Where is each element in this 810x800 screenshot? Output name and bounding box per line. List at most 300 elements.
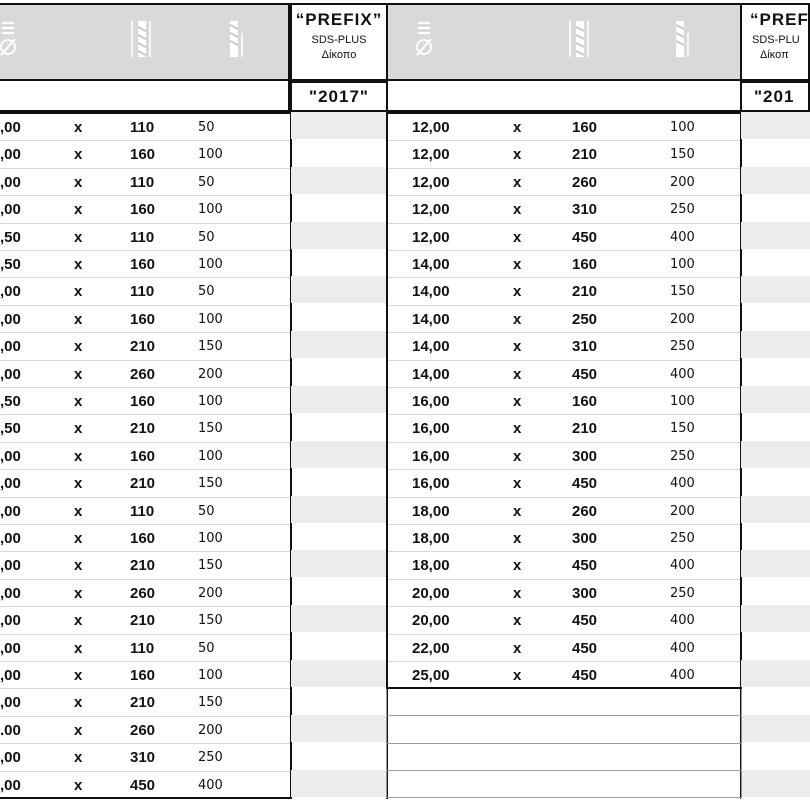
price-cell [741, 386, 810, 413]
times-cell: x [513, 310, 522, 328]
times-cell: x [513, 447, 522, 465]
table-row [388, 635, 740, 662]
table-row [0, 525, 290, 552]
length-cell: 210 [130, 694, 156, 712]
times-cell: x [74, 639, 83, 657]
length-cell: 450 [130, 776, 156, 794]
times-cell: x [513, 256, 522, 273]
working-length-cell: 150 [670, 284, 695, 300]
diameter-cell: 16,00 [412, 393, 450, 410]
times-cell: x [513, 475, 522, 493]
working-length-cell: 200 [198, 722, 223, 738]
times-cell: x [513, 173, 522, 191]
table-row [388, 580, 740, 607]
table-row [0, 552, 290, 579]
working-length-cell: 400 [198, 777, 223, 793]
table-row [0, 498, 290, 525]
working-length-cell: 200 [198, 366, 223, 382]
working-length-cell: 100 [198, 202, 223, 218]
table-row [0, 662, 290, 689]
price-cell [291, 276, 386, 303]
times-cell: x [74, 365, 83, 383]
length-cell: 160 [130, 393, 156, 410]
times-cell: x [74, 420, 83, 438]
working-length-cell: 200 [670, 311, 695, 327]
price-cell [741, 605, 810, 632]
table-row [388, 552, 740, 579]
times-cell: x [513, 119, 522, 136]
working-length-cell: 400 [670, 229, 695, 245]
diameter-cell: ,00 [0, 173, 21, 191]
length-cell: 160 [572, 119, 598, 136]
times-cell: x [74, 502, 83, 520]
working-length-cell: 100 [670, 257, 695, 272]
length-cell: 160 [130, 447, 156, 465]
price-cell [291, 386, 386, 413]
diameter-cell: 20,00 [412, 584, 450, 602]
price-cell [291, 222, 386, 249]
length-cell: 250 [572, 310, 598, 328]
table-row [388, 361, 740, 388]
working-length-cell: 400 [670, 366, 695, 382]
table-row [388, 169, 740, 196]
times-cell: x [513, 393, 522, 410]
diameter-cell: 20,00 [412, 612, 450, 630]
times-cell: x [74, 310, 83, 328]
working-length-cell: 250 [670, 531, 695, 546]
working-length-cell: 250 [198, 750, 223, 766]
right-subheader-blank [386, 81, 742, 112]
price-cell [741, 441, 810, 468]
right-header-bar [386, 3, 742, 81]
table-row [388, 443, 740, 470]
times-cell: x [513, 502, 522, 520]
diameter-cell: 14,00 [412, 338, 450, 356]
length-cell: 260 [572, 173, 598, 191]
times-cell: x [74, 173, 83, 191]
length-cell: 450 [572, 557, 598, 575]
table-row [0, 224, 290, 251]
times-cell: x [74, 146, 83, 164]
working-length-cell: 250 [670, 448, 695, 464]
times-cell: x [513, 201, 522, 219]
diameter-cell: ,00 [0, 146, 21, 164]
length-cell: 210 [130, 612, 156, 630]
diameter-cell: ,00 [0, 447, 21, 465]
price-cell [291, 523, 386, 550]
price-cell [291, 304, 386, 331]
price-cell [291, 359, 386, 386]
length-cell: 110 [130, 119, 155, 136]
empty-row-line [387, 743, 741, 744]
length-cell: 450 [572, 228, 598, 246]
length-cell: 110 [130, 228, 155, 246]
length-cell: 450 [572, 667, 598, 684]
times-cell: x [513, 420, 522, 438]
price-cell [291, 331, 386, 358]
length-cell: 110 [130, 283, 155, 301]
price-cell [291, 167, 386, 194]
price-cell [291, 468, 386, 495]
working-length-cell: 100 [198, 668, 223, 683]
price-cell [741, 249, 810, 276]
left-header-bar [0, 3, 290, 81]
times-cell: x [513, 667, 522, 684]
working-length-cell: 200 [670, 174, 695, 190]
diameter-cell: 16,00 [412, 447, 450, 465]
table-row [388, 607, 740, 634]
diameter-cell: 18,00 [412, 557, 450, 575]
times-cell: x [513, 584, 522, 602]
price-cell [741, 276, 810, 303]
price-cell [741, 770, 810, 797]
drill-total-length-icon [666, 19, 692, 59]
working-length-cell: 150 [198, 558, 223, 574]
length-cell: 160 [572, 393, 598, 410]
price-cell [741, 660, 810, 687]
times-cell: x [74, 557, 83, 575]
length-cell: 300 [572, 584, 598, 602]
working-length-cell: 100 [670, 394, 695, 409]
left-prefix-header [290, 3, 388, 81]
working-length-cell: 100 [198, 147, 223, 163]
right-year-label: "201 [740, 81, 810, 112]
working-length-cell: 150 [670, 421, 695, 437]
times-cell: x [513, 283, 522, 301]
working-length-cell: 50 [198, 284, 215, 300]
price-cell [741, 715, 810, 742]
diameter-cell: 12,00 [412, 173, 450, 191]
diameter-cell: ,00 [0, 694, 21, 712]
table-row [388, 415, 740, 442]
diameter-cell: 12,00 [412, 146, 450, 164]
price-cell [741, 167, 810, 194]
working-length-cell: 100 [670, 120, 695, 135]
table-row [0, 580, 290, 607]
price-cell [291, 496, 386, 523]
right-prefix-desc: Δίκοπ [760, 49, 789, 61]
drill-working-length-icon [128, 19, 154, 59]
price-cell [741, 468, 810, 495]
price-cell [741, 550, 810, 577]
price-cell [291, 633, 386, 660]
working-length-cell: 150 [670, 147, 695, 163]
price-cell [291, 742, 386, 769]
length-cell: 210 [130, 338, 156, 356]
diameter-cell: 12,00 [412, 228, 450, 246]
table-row [0, 306, 290, 333]
working-length-cell: 150 [198, 476, 223, 492]
price-cell [741, 496, 810, 523]
length-cell: 310 [130, 749, 156, 767]
length-cell: 450 [572, 475, 598, 493]
right-prefix-header [740, 3, 810, 81]
left-subheader-blank [0, 81, 290, 112]
working-length-cell: 200 [670, 503, 695, 519]
length-cell: 160 [130, 256, 156, 273]
diameter-cell: 12,00 [412, 119, 450, 136]
right-empty-rows [386, 689, 742, 798]
working-length-cell: 50 [198, 640, 215, 656]
table-row [388, 251, 740, 278]
left-size-list [0, 112, 292, 799]
price-cell [741, 523, 810, 550]
diameter-cell: ,50 [0, 420, 21, 438]
diameter-cell: 16,00 [412, 420, 450, 438]
diameter-cell: 25,00 [412, 667, 450, 684]
length-cell: 210 [572, 146, 598, 164]
length-cell: 160 [130, 667, 156, 684]
times-cell: x [74, 530, 83, 547]
working-length-cell: 250 [670, 585, 695, 601]
price-cell [741, 413, 810, 440]
length-cell: 210 [130, 420, 156, 438]
table-row [0, 689, 290, 716]
working-length-cell: 150 [198, 339, 223, 355]
diameter-cell: ,00 [0, 310, 21, 328]
working-length-cell: 400 [670, 558, 695, 574]
diameter-cell: ,00 [0, 776, 21, 794]
table-row [388, 498, 740, 525]
price-cell [291, 715, 386, 742]
diameter-cell: ,00 [0, 667, 21, 684]
price-cell [741, 742, 810, 769]
length-cell: 160 [130, 201, 156, 219]
table-row [0, 278, 290, 305]
working-length-cell: 50 [198, 229, 215, 245]
working-length-cell: 150 [198, 695, 223, 711]
price-cell [741, 304, 810, 331]
diameter-cell: ,50 [0, 228, 21, 246]
length-cell: 110 [130, 173, 155, 191]
working-length-cell: 150 [198, 421, 223, 437]
drill-diameter-icon [0, 19, 22, 59]
working-length-cell: 400 [670, 613, 695, 629]
working-length-cell: 250 [670, 339, 695, 355]
diameter-cell: 16,00 [412, 475, 450, 493]
table-row [0, 607, 290, 634]
price-cell [291, 550, 386, 577]
right-prefix-title: “PREF [750, 10, 809, 29]
table-row [0, 361, 290, 388]
working-length-cell: 400 [670, 668, 695, 683]
table-row [0, 169, 290, 196]
length-cell: 160 [130, 310, 156, 328]
left-price-column [290, 112, 388, 799]
length-cell: 260 [130, 721, 156, 739]
diameter-cell: ,00 [0, 530, 21, 547]
length-cell: 110 [130, 639, 155, 657]
working-length-cell: 100 [198, 394, 223, 409]
diameter-cell: ,00 [0, 557, 21, 575]
times-cell: x [513, 557, 522, 575]
price-cell [291, 578, 386, 605]
times-cell: x [513, 530, 522, 547]
price-cell [741, 222, 810, 249]
times-cell: x [74, 338, 83, 356]
diameter-cell: 12,00 [412, 201, 450, 219]
diameter-cell: ,00 [0, 201, 21, 219]
times-cell: x [513, 612, 522, 630]
length-cell: 210 [130, 557, 156, 575]
working-length-cell: 100 [198, 257, 223, 272]
times-cell: x [74, 721, 83, 739]
length-cell: 160 [572, 256, 598, 273]
price-cell [741, 633, 810, 660]
times-cell: x [74, 256, 83, 273]
left-prefix-title: “PREFIX” [295, 10, 383, 29]
price-cell [741, 112, 810, 139]
length-cell: 450 [572, 612, 598, 630]
diameter-cell: ,00 [0, 502, 21, 520]
diameter-cell: ,00 [0, 338, 21, 356]
diameter-cell: 14,00 [412, 283, 450, 301]
times-cell: x [74, 749, 83, 767]
table-row [0, 141, 290, 168]
working-length-cell: 100 [198, 448, 223, 464]
price-cell [291, 770, 386, 797]
times-cell: x [74, 612, 83, 630]
table-row [0, 415, 290, 442]
length-cell: 210 [572, 420, 598, 438]
table-row [0, 251, 290, 278]
price-cell [741, 687, 810, 714]
length-cell: 260 [130, 584, 156, 602]
price-cell [291, 249, 386, 276]
diameter-cell: ,00 [0, 749, 21, 767]
empty-row-line [387, 770, 741, 771]
drill-total-length-icon [220, 19, 246, 59]
table-row [0, 114, 290, 141]
diameter-cell: ,00 [0, 283, 21, 301]
table-row [388, 114, 740, 141]
working-length-cell: 400 [670, 640, 695, 656]
left-year-label: "2017" [290, 81, 388, 112]
working-length-cell: 50 [198, 503, 215, 519]
price-cell [741, 194, 810, 221]
length-cell: 310 [572, 338, 598, 356]
times-cell: x [74, 475, 83, 493]
diameter-cell: .00 [0, 721, 21, 739]
times-cell: x [74, 228, 83, 246]
diameter-cell: ,00 [0, 119, 21, 136]
diameter-cell: ,00 [0, 612, 21, 630]
diameter-cell: 18,00 [412, 530, 450, 547]
price-cell [291, 441, 386, 468]
table-row [0, 333, 290, 360]
price-cell [291, 605, 386, 632]
times-cell: x [74, 667, 83, 684]
table-row [388, 470, 740, 497]
table-row [388, 333, 740, 360]
table-row [388, 141, 740, 168]
table-row [388, 196, 740, 223]
times-cell: x [74, 776, 83, 794]
working-length-cell: 50 [198, 174, 215, 190]
price-cell [291, 139, 386, 166]
price-cell [741, 359, 810, 386]
length-cell: 450 [572, 639, 598, 657]
length-cell: 260 [572, 502, 598, 520]
diameter-cell: 22,00 [412, 639, 450, 657]
working-length-cell: 100 [198, 531, 223, 546]
price-cell [291, 660, 386, 687]
price-cell [741, 331, 810, 358]
table-row [0, 772, 290, 799]
drill-diameter-icon [412, 19, 438, 59]
table-row [388, 525, 740, 552]
times-cell: x [74, 119, 83, 136]
drill-working-length-icon [566, 19, 592, 59]
right-size-list [386, 112, 742, 689]
times-cell: x [513, 365, 522, 383]
price-cell [291, 413, 386, 440]
times-cell: x [513, 338, 522, 356]
table-row [0, 388, 290, 415]
price-cell [291, 687, 386, 714]
length-cell: 160 [130, 146, 156, 164]
table-row [0, 470, 290, 497]
working-length-cell: 100 [198, 311, 223, 327]
working-length-cell: 200 [198, 585, 223, 601]
table-row [388, 224, 740, 251]
diameter-cell: ,00 [0, 639, 21, 657]
length-cell: 160 [130, 530, 156, 547]
times-cell: x [74, 584, 83, 602]
length-cell: 210 [130, 475, 156, 493]
right-price-column [740, 112, 810, 799]
table-row [388, 278, 740, 305]
times-cell: x [513, 228, 522, 246]
diameter-cell: 14,00 [412, 310, 450, 328]
table-row [0, 443, 290, 470]
length-cell: 310 [572, 201, 598, 219]
price-cell [291, 194, 386, 221]
table-row [388, 388, 740, 415]
price-cell [291, 112, 386, 139]
length-cell: 450 [572, 365, 598, 383]
working-length-cell: 50 [198, 120, 215, 135]
diameter-cell: 14,00 [412, 365, 450, 383]
empty-row-line [387, 715, 741, 716]
left-prefix-desc: Δίκοπο [321, 49, 357, 61]
table-row [0, 717, 290, 744]
table-row [388, 306, 740, 333]
times-cell: x [74, 201, 83, 219]
times-cell: x [74, 283, 83, 301]
diameter-cell: ,50 [0, 256, 21, 273]
working-length-cell: 150 [198, 613, 223, 629]
table-row [0, 744, 290, 771]
diameter-cell: ,50 [0, 393, 21, 410]
table-row [0, 196, 290, 223]
diameter-cell: ,00 [0, 365, 21, 383]
times-cell: x [513, 639, 522, 657]
length-cell: 260 [130, 365, 156, 383]
price-cell [741, 139, 810, 166]
length-cell: 300 [572, 447, 598, 465]
diameter-cell: 18,00 [412, 502, 450, 520]
times-cell: x [513, 146, 522, 164]
working-length-cell: 250 [670, 202, 695, 218]
times-cell: x [74, 393, 83, 410]
price-cell [741, 578, 810, 605]
left-prefix-type: SDS-PLUS [311, 34, 367, 46]
diameter-cell: ,00 [0, 475, 21, 493]
right-prefix-type: SDS-PLU [752, 34, 800, 46]
table-row [388, 662, 740, 689]
length-cell: 300 [572, 530, 598, 547]
